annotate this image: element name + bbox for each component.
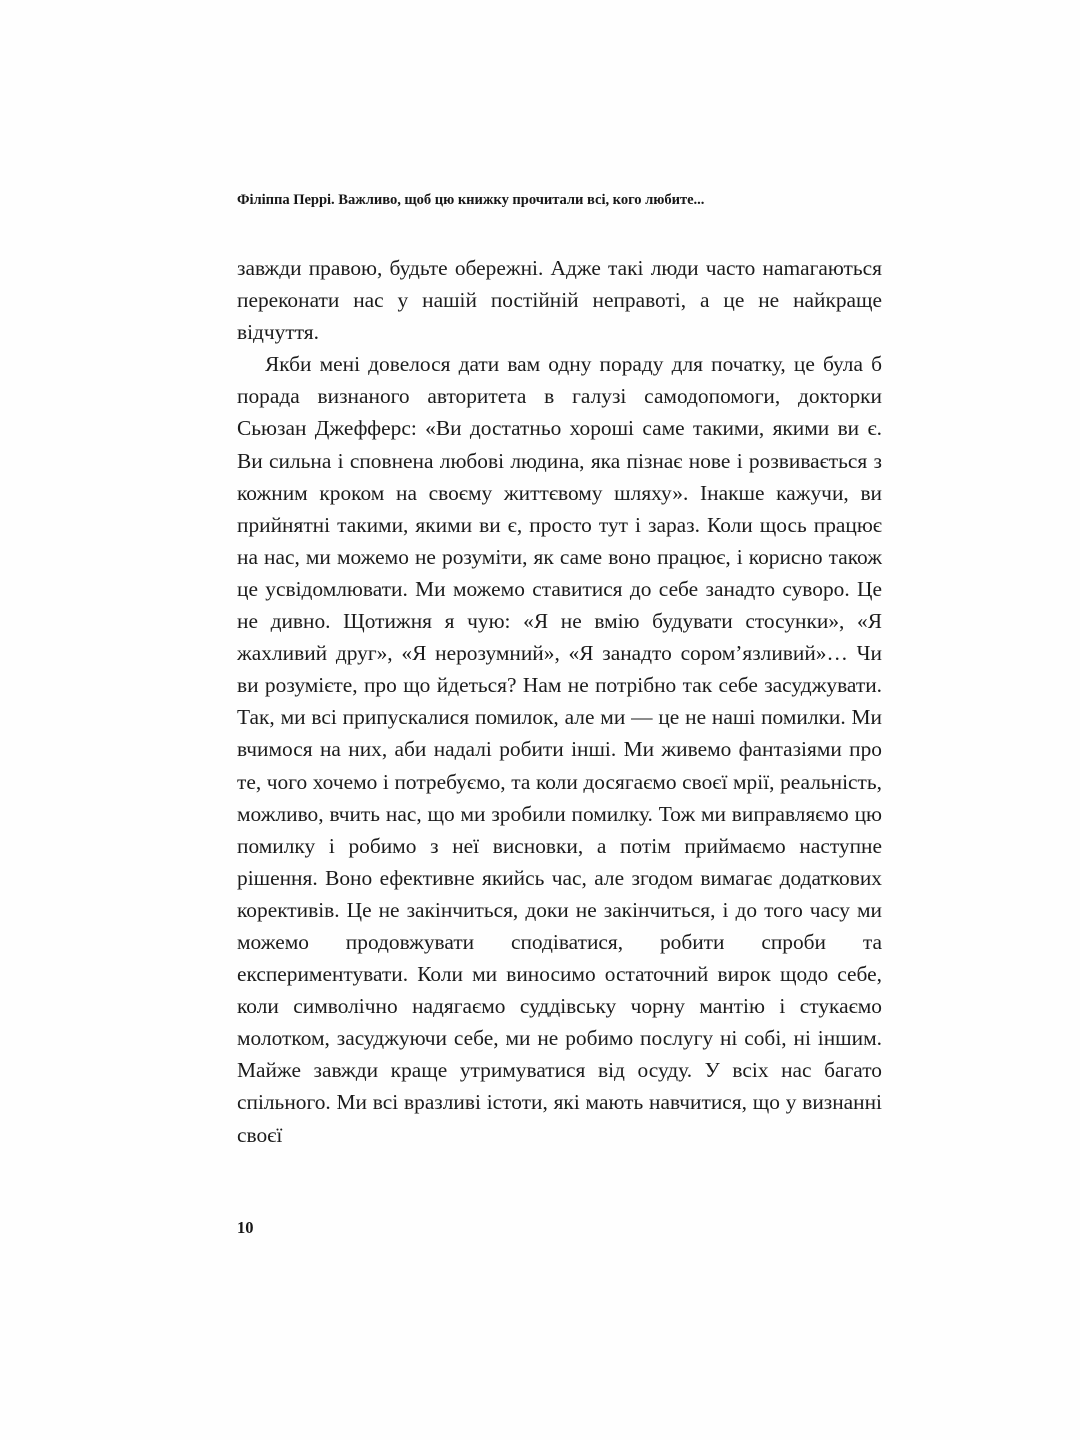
- page-number: 10: [237, 1218, 254, 1237]
- body-paragraph: Якби мені довелося дати вам одну пораду для початку, це була б порада визнаного авторитета в галузі самодопомоги, докторки Сьюзан Джефферс: «Ви достатньо хороші саме такими, якими ви є. Ви сильна і сповнена любові людина, яка пізнає нове і розвивається з кожним кроком на своєму життєвому шляху». Інакше кажучи, ви прийнятні такими, якими ви є, просто тут і зараз. Коли щось працює на нас, ми можемо не розуміти, як саме воно працює, і корисно також це усвідомлювати. Ми можемо ставитися до себе занадто суворо. Це не дивно. Щотижня я чую: «Я не вмію будувати стосунки», «Я жахливий друг», «Я нерозумний», «Я занадто сором’язливий»… Чи ви розумієте, про що йдеться? Нам не потрібно так себе засуджувати. Так, ми всі припускалися помилок, але ми — це не наші помилки. Ми вчимося на них, аби надалі робити інші. Ми живемо фантазіями про те, чого хочемо і потребуємо, та коли досягаємо своєї мрії, реальність, можливо, вчить нас, що ми зробили помилку. Тож ми виправляємо цю помилку і робимо з неї висновки, а потім приймаємо наступне рішення. Воно ефективне якийсь час, але згодом вимагає додаткових корективів. Це не закінчиться, доки не закінчиться, і до того часу ми можемо продовжувати сподіватися, робити спроби та експериментувати. Коли ми виносимо остаточний вирок щодо себе, коли символічно надягаємо суддівську чорну мантію і стукаємо молотком, засуджуючи себе, ми не робимо послугу ні собі, ні іншим. Майже завжди краще утримуватися від осуду. У всіх нас багато спільного. Ми всі вразливі істоти, які мають навчитися, що у визнанні своєї: [237, 352, 882, 1147]
- body-text-column: [237, 252, 882, 1151]
- running-head: Філіппа Перрі. Важливо, щоб цю книжку прочитали всі, кого любите...: [237, 192, 705, 208]
- body-paragraph: завжди правою, будьте обережні. Адже такі люди часто наmагаються переконати нас у нашій постійній неправоті, а це не найкраще відчуття.: [237, 256, 882, 345]
